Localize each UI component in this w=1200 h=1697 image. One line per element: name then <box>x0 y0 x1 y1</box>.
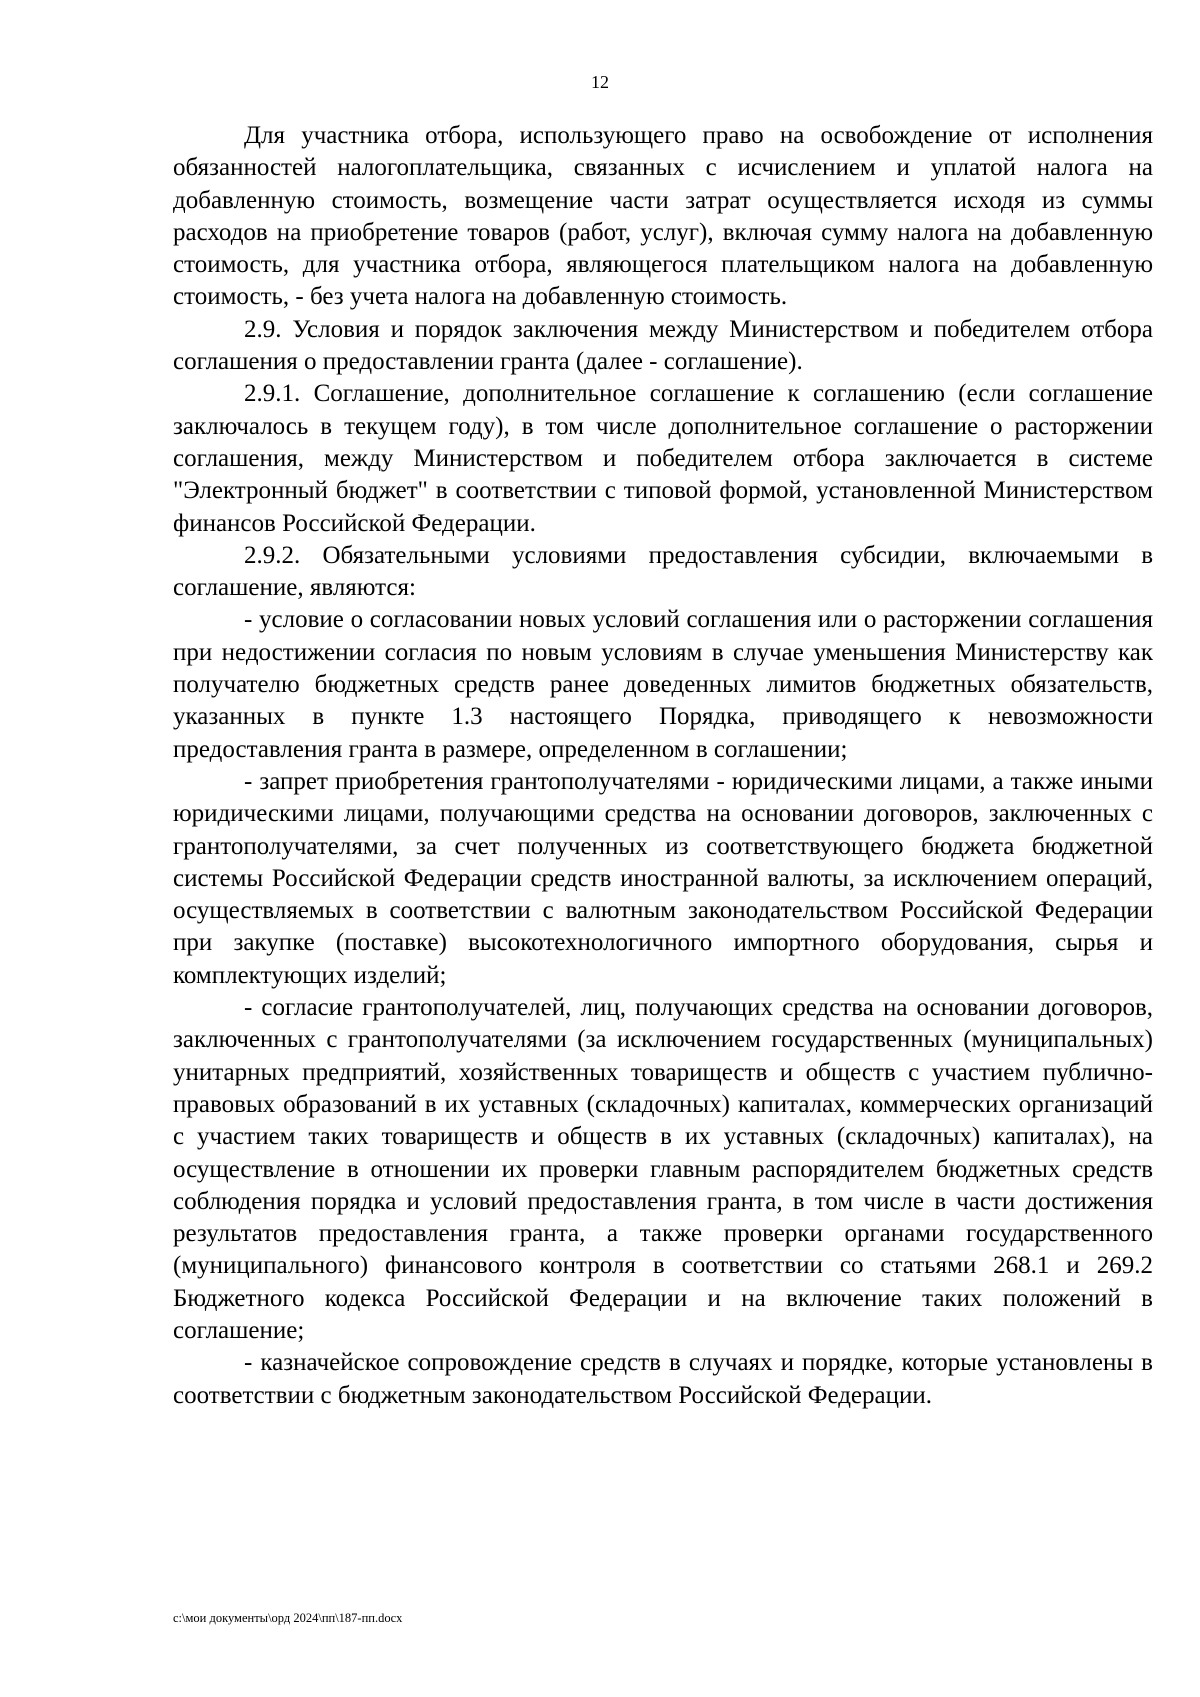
list-item-currency-ban: - запрет приобретения грантополучателями - юридическими лицами, а также иными юридическими лицами, получающими средства на основании договоров, заключенных с грантополучателями, за счет полученных из соответствующего бюджета бюджетной системы Российской Федерации средств иностранной валюты, за исключением операций, осуществляемых в соответствии с валютным законодательством Российской Федерации при закупке (поставке) высокотехнологичного импортного оборудования, сырья и комплектующих изделий; <box>173 767 1153 989</box>
paragraph-2-9: 2.9. Условия и порядок заключения между Министерством и победителем отбора соглашения о предоставлении гранта (далее - соглашение). <box>173 315 1153 376</box>
document-body <box>173 120 1153 1412</box>
list-item-condition-agreement: - условие о согласовании новых условий соглашения или о расторжении соглашения при недостижении согласия по новым условиям в случае уменьшения Министерству как получателю бюджетных средств ранее доведенных лимитов бюджетных обязательств, указанных в пункте 1.3 настоящего Порядка, приводящего к невозможности предоставления гранта в размере, определенном в соглашении; <box>173 606 1153 763</box>
footer-file-path: c:\мои документы\орд 2024\пп\187-пп.docx <box>173 1611 403 1625</box>
page-number: 12 <box>591 72 609 92</box>
paragraph-2-9-1: 2.9.1. Соглашение, дополнительное соглашение к соглашению (если соглашение заключалось в текущем году), в том числе дополнительное соглашение о расторжении соглашения, между Министерством и победителем отбора заключается в системе "Электронный бюджет" в соответствии с типовой формой, установленной Министерством финансов Российской Федерации. <box>173 380 1153 537</box>
list-item-treasury-support: - казначейское сопровождение средств в случаях и порядке, которые установлены в соответствии с бюджетным законодательством Российской Федерации. <box>173 1349 1153 1409</box>
paragraph-2-9-2: 2.9.2. Обязательными условиями предоставления субсидии, включаемыми в соглашение, являются: <box>173 541 1153 602</box>
list-item-inspection-consent: - согласие грантополучателей, лиц, получающих средства на основании договоров, заключенных с грантополучателями (за исключением государственных (муниципальных) унитарных предприятий, хозяйственных товариществ и обществ с участием публично-правовых образований в их уставных (складочных) капиталах, коммерческих организаций с участием таких товариществ и обществ в их уставных (складочных) капиталах), на осуществление в отношении их проверки главным распорядителем бюджетных средств соблюдения порядка и условий предоставления гранта, в том числе в части достижения результатов предоставления гранта, а также проверки органами государственного (муниципального) финансового контроля в соответствии со статьями 268.1 и 269.2 Бюджетного кодекса Российской Федерации и на включение таких положений в соглашение; <box>173 994 1153 1344</box>
paragraph-vat-reimbursement: Для участника отбора, использующего право на освобождение от исполнения обязанностей налогоплательщика, связанных с исчислением и уплатой налога на добавленную стоимость, возмещение части затрат осуществляется исходя из суммы расходов на приобретение товаров (работ, услуг), включая сумму налога на добавленную стоимость, для участника отбора, являющегося плательщиком налога на добавленную стоимость, - без учета налога на добавленную стоимость. <box>173 122 1153 311</box>
